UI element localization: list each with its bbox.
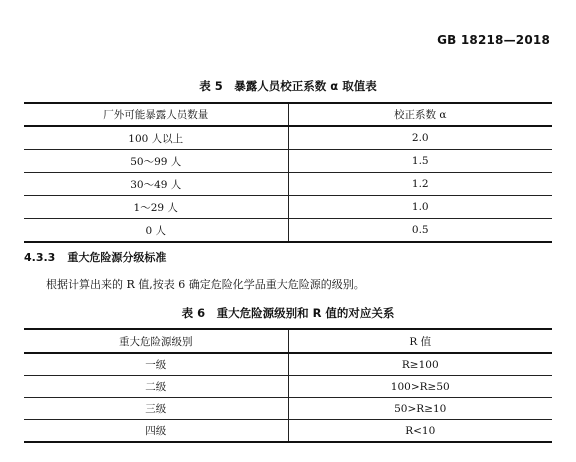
section-number: 4.3.3 — [24, 251, 56, 264]
body-paragraph: 根据计算出来的 R 值,按表 6 确定危险化学品重大危险源的级别。 — [46, 278, 365, 291]
table5-cell-alpha: 1.5 — [288, 150, 552, 173]
table6-cell-level: 三级 — [24, 398, 288, 420]
table6-cell-level: 四级 — [24, 420, 288, 443]
table5-cell-count: 50～99 人 — [24, 150, 288, 173]
table6-caption: 表 6 重大危险源级别和 R 值的对应关系 — [181, 306, 395, 320]
table-row — [24, 219, 552, 243]
table6-cell-r: 100>R≥50 — [288, 376, 552, 398]
table5-cell-count: 100 人以上 — [24, 126, 288, 150]
section-heading — [24, 249, 166, 265]
section-title: 重大危险源分级标准 — [67, 251, 167, 264]
table6-cell-r: R<10 — [288, 420, 552, 443]
table6 — [24, 328, 552, 443]
standard-code: GB 18218—2018 — [437, 33, 550, 47]
table5-cell-alpha: 1.2 — [288, 173, 552, 196]
table-row — [24, 376, 552, 398]
table5-header-count: 厂外可能暴露人员数量 — [24, 103, 288, 126]
table6-cell-level: 二级 — [24, 376, 288, 398]
table5 — [24, 102, 552, 243]
table6-header-level: 重大危险源级别 — [24, 329, 288, 353]
table5-cell-count: 0 人 — [24, 219, 288, 243]
table5-cell-alpha: 1.0 — [288, 196, 552, 219]
table-row — [24, 196, 552, 219]
table6-cell-level: 一级 — [24, 353, 288, 376]
table-row — [24, 150, 552, 173]
table5-cell-alpha: 2.0 — [288, 126, 552, 150]
table5-cell-count: 1～29 人 — [24, 196, 288, 219]
table5-cell-alpha: 0.5 — [288, 219, 552, 243]
table6-cell-r: 50>R≥10 — [288, 398, 552, 420]
table5-header-alpha: 校正系数 α — [288, 103, 552, 126]
table6-cell-r: R≥100 — [288, 353, 552, 376]
table5-header-row — [24, 103, 552, 126]
table6-header-row — [24, 329, 552, 353]
table-row — [24, 353, 552, 376]
table6-header-r: R 值 — [288, 329, 552, 353]
table-row — [24, 126, 552, 150]
table-row — [24, 398, 552, 420]
table-row — [24, 173, 552, 196]
table5-cell-count: 30～49 人 — [24, 173, 288, 196]
table-row — [24, 420, 552, 443]
table5-caption: 表 5 暴露人员校正系数 α 取值表 — [199, 79, 377, 93]
